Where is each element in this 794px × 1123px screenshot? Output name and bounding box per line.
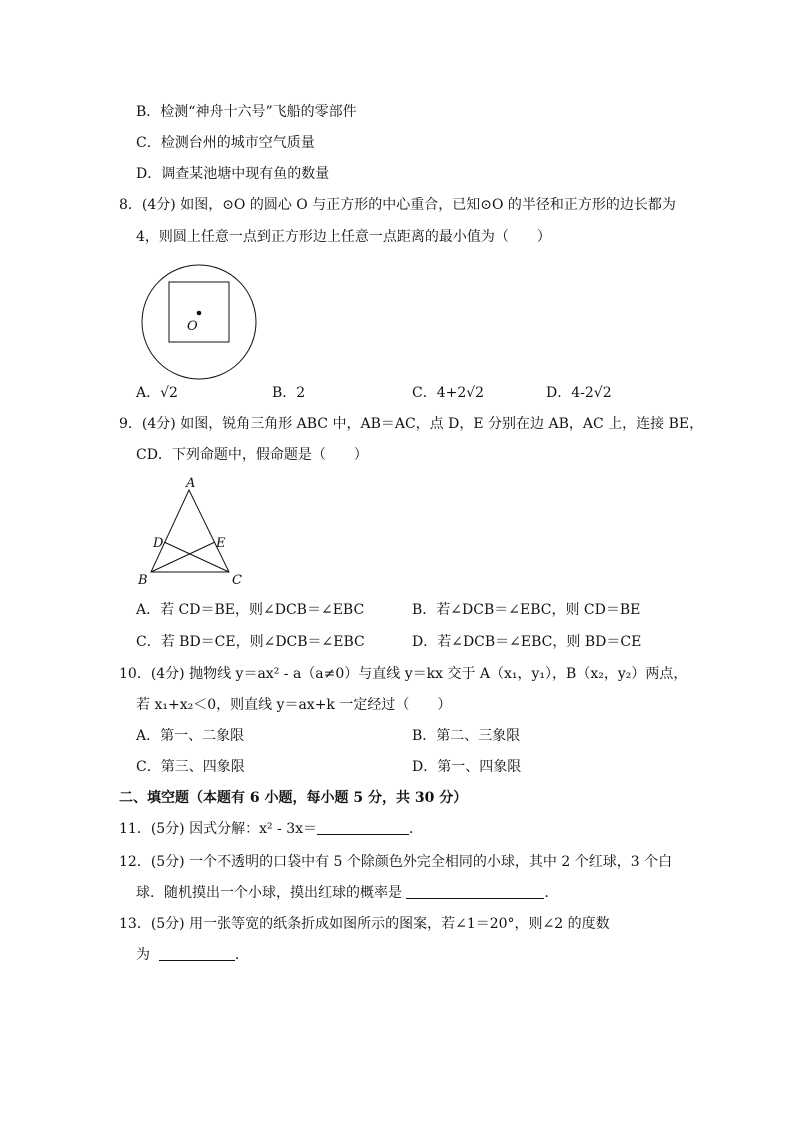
q9-label-b: B (138, 573, 148, 588)
section-2-title: 二、填空题（本题有 6 小题，每小题 5 分，共 30 分） (119, 790, 468, 806)
q12-stem-line1: 12．(5分) 一个不透明的口袋中有 5 个除颜色外完全相同的小球，其中 2 个红球，3 个白 (119, 854, 673, 870)
q9-label-d: D (153, 536, 164, 551)
q9-triangle-abc (151, 490, 229, 572)
q11-end: ． (409, 821, 424, 837)
q9-figure-triangle (134, 476, 254, 590)
q9-option-a: A．若 CD＝BE，则∠DCB＝∠EBC (136, 602, 365, 618)
q10-option-c: C．第三、四象限 (136, 759, 245, 775)
q11-answer-blank[interactable] (317, 820, 409, 835)
q8-figure-circle-square (136, 262, 266, 382)
q12-answer-blank[interactable] (406, 884, 544, 899)
q12-line2-text: 球．随机摸出一个小球，摸出红球的概率是 (136, 885, 402, 901)
q13-line2-text: 为 (136, 947, 150, 963)
q8-stem-line2: 4，则圆上任意一点到正方形边上任意一点距离的最小值为（ ） (136, 229, 551, 245)
q8-label-o: O (187, 319, 198, 334)
q13-end: ． (234, 947, 249, 963)
q13-stem-line1: 13．(5分) 用一张等宽的纸条折成如图所示的图案，若∠1＝20°，则∠2 的度数 (119, 916, 610, 932)
q9-stem-line2: CD．下列命题中，假命题是（ ） (136, 447, 368, 463)
q8-option-d: D．4-2√2 (546, 385, 612, 401)
q8-stem-line1: 8．(4分) 如图，⊙O 的圆心 O 与正方形的中心重合，已知⊙O 的半径和正方形的边长都为 (119, 197, 676, 213)
q8-center-point (197, 311, 202, 316)
q10-stem-line2: 若 x₁+x₂＜0，则直线 y＝ax+k 一定经过（ ） (136, 697, 452, 713)
q9-label-e: E (216, 536, 226, 551)
q8-option-c: C．4+2√2 (412, 385, 485, 401)
q7-option-c: C．检测台州的城市空气质量 (136, 135, 315, 151)
q9-label-c: C (232, 573, 242, 588)
q7-option-b: B．检测“神舟十六号”飞船的零部件 (136, 104, 357, 120)
q10-option-a: A．第一、二象限 (136, 728, 245, 744)
q8-option-b: B．2 (272, 385, 306, 401)
q13-answer-blank[interactable] (159, 946, 235, 961)
q10-stem-line1: 10．(4分) 抛物线 y＝ax² - a（a≠0）与直线 y＝kx 交于 A（x₁，y₁），B（x₂，y₂）两点， (119, 666, 688, 682)
q7-option-d: D．调查某池塘中现有鱼的数量 (136, 166, 330, 182)
q8-option-a: A．√2 (136, 385, 178, 401)
q9-option-b: B．若∠DCB＝∠EBC，则 CD＝BE (412, 602, 641, 618)
q9-stem-line1: 9．(4分) 如图，锐角三角形 ABC 中，AB＝AC，点 D，E 分别在边 AB，AC 上，连接 BE， (119, 416, 704, 432)
q12-end: ． (544, 885, 559, 901)
q12-stem-line2 (136, 883, 558, 903)
q10-option-b: B．第二、三象限 (412, 728, 521, 744)
q9-label-a: A (186, 476, 196, 491)
q11-stem (119, 819, 423, 839)
q13-stem-line2 (136, 945, 249, 965)
q11-text: 11．(5分) 因式分解：x² - 3x＝ (119, 821, 318, 837)
q9-option-d: D．若∠DCB＝∠EBC，则 BD＝CE (412, 634, 642, 650)
q10-option-d: D．第一、四象限 (412, 759, 522, 775)
q9-option-c: C．若 BD＝CE，则∠DCB＝∠EBC (136, 634, 365, 650)
